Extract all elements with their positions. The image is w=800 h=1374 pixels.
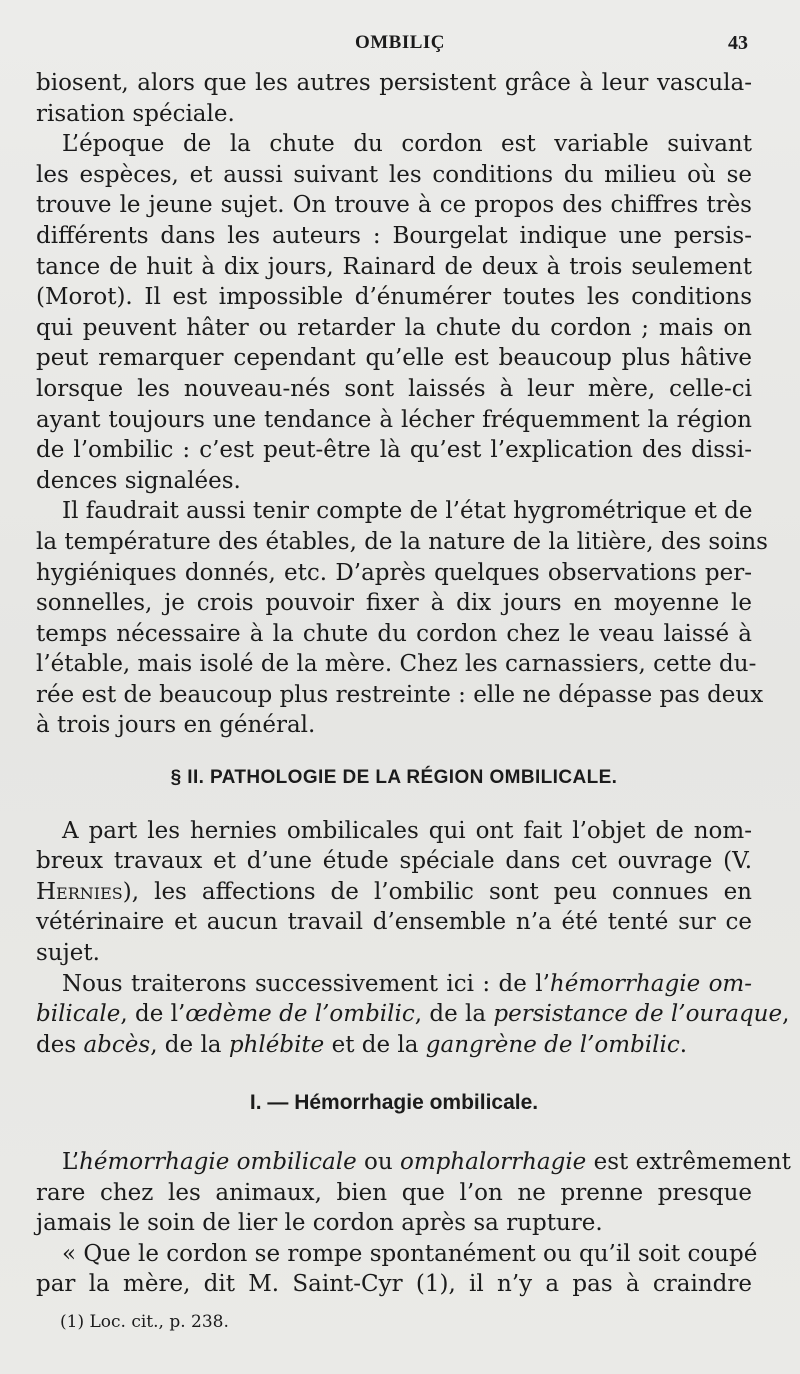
text-line: sujet. (36, 940, 100, 967)
text-line: l’étable, mais isolé de la mère. Chez les carnassiers, cette du- (36, 651, 757, 678)
text-line: biosent, alors que les autres persistent grâce à leur vascula- (36, 70, 752, 96)
text-line: qui peuvent hâter ou retarder la chute du cordon ; mais on (36, 314, 752, 341)
text-line: hygiéniques donnés, etc. D’après quelques observations per- (36, 559, 752, 586)
cross-reference: Hernies (36, 878, 123, 905)
text-line: L’hémorrhagie ombilicale ou omphalorrhagie est extrêmement (62, 1149, 791, 1175)
text-line: rée est de beaucoup plus restreinte : elle ne dépasse pas deux (36, 681, 764, 708)
text-line: L’époque de la chute du cordon est variable suivant (62, 131, 752, 158)
text-line: par la mère, dit M. Saint-Cyr (1), il n’y a pas à craindre (36, 1271, 752, 1298)
footnote: (1) Loc. cit., p. 238. (60, 1312, 229, 1332)
text-line: temps nécessaire à la chute du cordon chez le veau laissé à (36, 620, 752, 647)
text-line: peut remarquer cependant qu’elle est beaucoup plus hâtive (36, 345, 752, 372)
text-line: risation spéciale. (36, 100, 235, 127)
text-line: à trois jours en général. (36, 712, 316, 739)
running-title: OMBILIÇ (354, 32, 446, 53)
text-line: jamais le soin de lier le cordon après sa rupture. (36, 1210, 603, 1237)
page-body (36, 68, 791, 1300)
text-line: trouve le jeune sujet. On trouve à ce propos des chiffres très (36, 192, 752, 219)
page-number: 43 (728, 32, 748, 54)
text-line: Nous traiterons successivement ici : de l’hémorrhagie om- (62, 970, 753, 997)
text-line: breux travaux et d’une étude spéciale dans cet ouvrage (V. (36, 848, 752, 875)
text-line: « Que le cordon se rompe spontanément ou qu’il soit coupé (62, 1240, 758, 1267)
text-line: les espèces, et aussi suivant les conditions du milieu où se (36, 161, 752, 188)
subsection-heading: I. — Hémorrhagie ombilicale. (249, 1091, 539, 1115)
text-line: la température des étables, de la nature de la litière, des soins (36, 528, 768, 555)
text-line: sonnelles, je crois pouvoir fixer à dix jours en moyenne le (36, 590, 752, 617)
text-line: rare chez les animaux, bien que l’on ne prenne presque (36, 1179, 752, 1206)
text-line: lorsque les nouveau-nés sont laissés à leur mère, celle-ci (36, 375, 752, 402)
text-line: Hernies), les affections de l’ombilic sont peu connues en (36, 878, 752, 905)
text-line: ayant toujours une tendance à lécher fréquemment la région (36, 406, 752, 433)
text-line: (Morot). Il est impossible d’énumérer toutes les conditions (36, 284, 752, 311)
text-line: dences signalées. (36, 467, 241, 494)
text-line: tance de huit à dix jours, Rainard de deux à trois seulement (36, 253, 752, 280)
text-line: bilicale, de l’œdème de l’ombilic, de la persistance de l’ouraque, (36, 1001, 790, 1028)
text-line: vétérinaire et aucun travail d’ensemble n’a été tenté sur ce (36, 909, 752, 936)
page-header (0, 30, 800, 58)
text-line: différents dans les auteurs : Bourgelat indique une persis- (36, 222, 752, 249)
text-line: de l’ombilic : c’est peut-être là qu’est l’explication des dissi- (36, 437, 752, 464)
text-line: Il faudrait aussi tenir compte de l’état hygrométrique et de (62, 498, 753, 525)
text-line: des abcès, de la phlébite et de la gangrène de l’ombilic. (36, 1031, 688, 1058)
section-heading: § II. PATHOLOGIE DE LA RÉGION OMBILICALE. (170, 767, 618, 789)
text-line: A part les hernies ombilicales qui ont fait l’objet de nom- (62, 817, 752, 844)
